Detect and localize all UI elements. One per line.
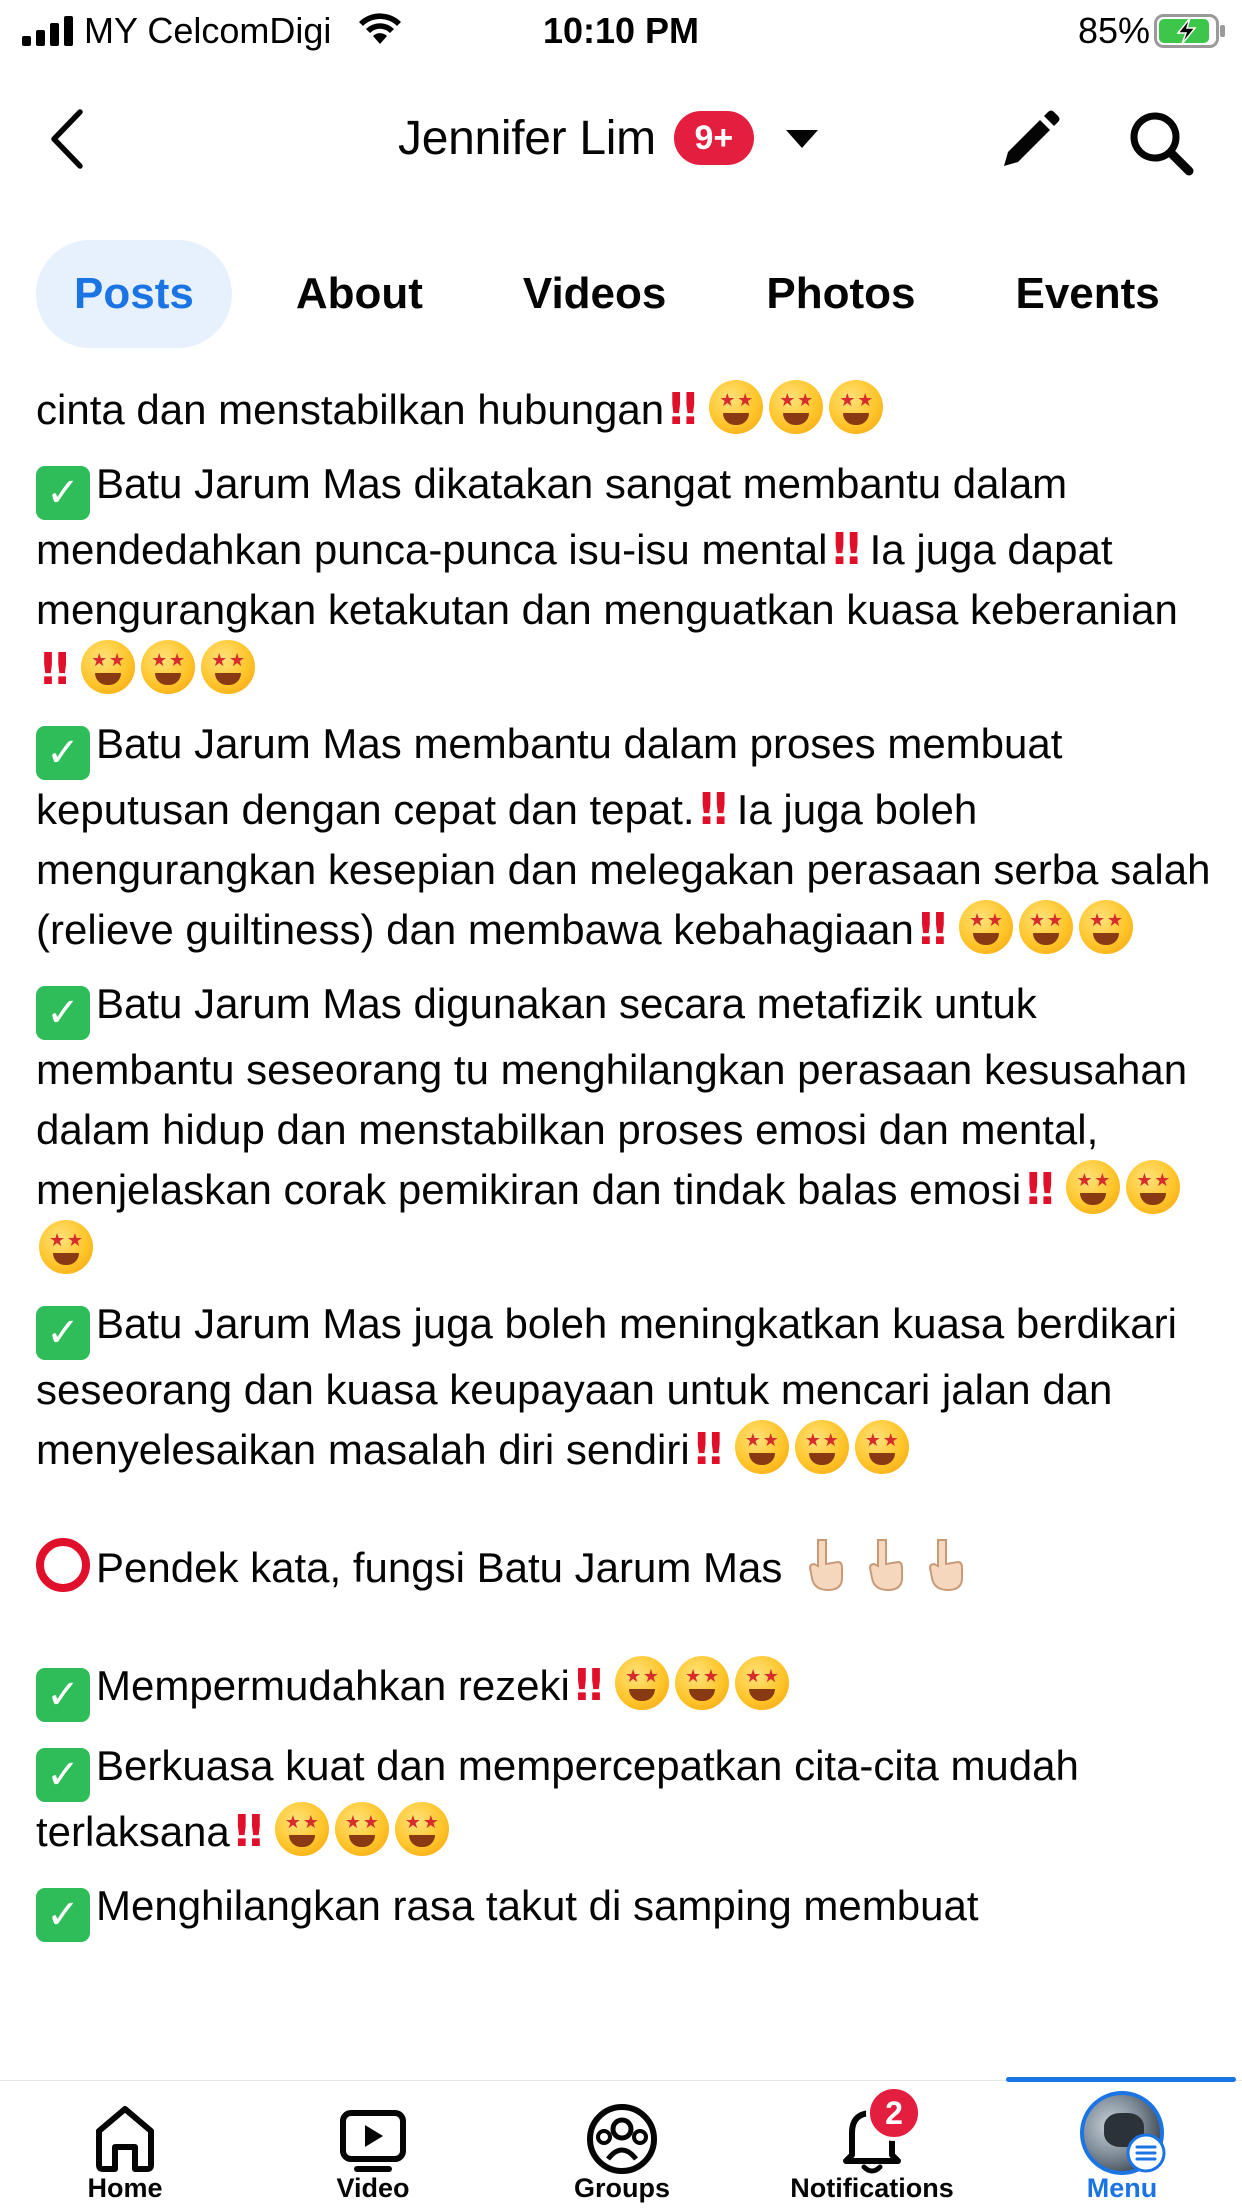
- star-struck-emoji: [1019, 900, 1073, 954]
- home-icon: [85, 2097, 165, 2177]
- star-struck-emoji: [795, 1420, 849, 1474]
- star-struck-emoji: [709, 380, 763, 434]
- nav-notifications-label: Notifications: [790, 2173, 954, 2203]
- post-text: cinta dan menstabilkan hubungan: [36, 386, 665, 433]
- notification-count-badge: 9+: [674, 111, 754, 165]
- check-mark-emoji: ✓: [36, 1306, 90, 1360]
- post-paragraph: [36, 1656, 1216, 1722]
- check-mark-emoji: ✓: [36, 1748, 90, 1802]
- star-struck-emoji: [675, 1656, 729, 1710]
- double-exclamation-emoji: !!: [1023, 1164, 1052, 1215]
- check-mark-emoji: ✓: [36, 466, 90, 520]
- nav-menu[interactable]: [1032, 2081, 1212, 2208]
- nav-groups[interactable]: [532, 2081, 712, 2208]
- star-struck-emoji: [855, 1420, 909, 1474]
- star-struck-emoji: [829, 380, 883, 434]
- post-body: [36, 380, 1216, 2080]
- post-paragraph: [36, 1876, 1216, 1942]
- battery-percentage: 85%: [1077, 10, 1150, 51]
- nav-video-label: Video: [336, 2173, 410, 2203]
- post-paragraph: [36, 454, 1216, 700]
- caret-down-icon: [784, 124, 820, 152]
- double-exclamation-emoji: !!: [38, 644, 67, 695]
- post-paragraph: [36, 1538, 1216, 1598]
- post-paragraph: [36, 1736, 1216, 1862]
- check-mark-emoji: ✓: [36, 726, 90, 780]
- post-text: Batu Jarum Mas dikatakan sangat membantu dalam mendedahkan punca-punca isu-isu mental: [36, 460, 1068, 573]
- post-paragraph: [36, 714, 1216, 960]
- nav-home[interactable]: [35, 2081, 215, 2208]
- tab-events[interactable]: Events: [1015, 269, 1160, 318]
- hamburger-menu-icon: [1126, 2133, 1166, 2173]
- nav-video[interactable]: [283, 2081, 463, 2208]
- post-text: Batu Jarum Mas digunakan secara metafizik untuk membantu seseorang tu menghilangkan perasaan kesusahan dalam hidup dan menstabilkan proses emosi dan mental, menjelaskan corak pemikiran dan tindak balas emosi: [36, 980, 1188, 1213]
- post-text: Menghilangkan rasa takut di samping membuat: [96, 1882, 979, 1929]
- groups-icon: [582, 2097, 662, 2177]
- post-paragraph: [36, 1294, 1216, 1480]
- post-text: Berkuasa kuat dan mempercepatkan cita-cita mudah terlaksana: [36, 1742, 1079, 1855]
- tab-posts[interactable]: Posts: [36, 240, 232, 348]
- page-title: Jennifer Lim: [398, 111, 656, 165]
- star-struck-emoji: [769, 380, 823, 434]
- star-struck-emoji: [141, 640, 195, 694]
- star-struck-emoji: [615, 1656, 669, 1710]
- double-exclamation-emoji: !!: [915, 904, 944, 955]
- double-exclamation-emoji: !!: [829, 524, 858, 575]
- nav-menu-label: Menu: [1086, 2173, 1158, 2203]
- post-paragraph: [36, 974, 1216, 1280]
- status-bar: [0, 0, 1242, 62]
- profile-switcher[interactable]: [398, 98, 820, 178]
- post-text: Pendek kata, fungsi Batu Jarum Mas: [96, 1544, 783, 1591]
- star-struck-emoji: [959, 900, 1013, 954]
- star-struck-emoji: [1079, 900, 1133, 954]
- star-struck-emoji: [201, 640, 255, 694]
- nav-groups-label: Groups: [573, 2173, 670, 2203]
- star-struck-emoji: [39, 1220, 93, 1274]
- star-struck-emoji: [275, 1802, 329, 1856]
- post-text: Batu Jarum Mas juga boleh meningkatkan kuasa berdikari seseorang dan kuasa keupayaan untuk mencari jalan dan menyelesaikan masalah diri sendiri: [36, 1300, 1177, 1473]
- nav-notifications[interactable]: [762, 2081, 982, 2208]
- star-struck-emoji: [1126, 1160, 1180, 1214]
- check-mark-emoji: ✓: [36, 986, 90, 1040]
- tab-videos[interactable]: Videos: [522, 269, 667, 318]
- tab-photos[interactable]: Photos: [766, 269, 916, 318]
- post-text: Ia juga dapat mengurangkan ketakutan dan menguatkan kuasa keberanian: [36, 526, 1178, 633]
- post-text: Ia juga boleh mengurangkan kesepian dan melegakan perasaan serba salah (relieve guiltiness) dan membawa kebahagiaan: [36, 786, 1211, 953]
- star-struck-emoji: [735, 1656, 789, 1710]
- post-text: Batu Jarum Mas membantu dalam proses membuat keputusan dengan cepat dan tepat.: [36, 720, 1063, 833]
- notifications-count-badge: 2: [866, 2085, 922, 2141]
- red-circle-emoji: [36, 1538, 90, 1592]
- carrier-name: MY CelcomDigi: [84, 10, 332, 51]
- post-text: Mempermudahkan rezeki: [96, 1662, 570, 1709]
- clock: 10:10 PM: [542, 10, 700, 51]
- battery-charging-icon: [1154, 14, 1226, 48]
- pointing-down-emoji: [924, 1538, 964, 1592]
- search-icon[interactable]: [1126, 108, 1196, 178]
- pencil-icon[interactable]: [996, 108, 1062, 174]
- bottom-navigation: [0, 2080, 1242, 2208]
- double-exclamation-emoji: !!: [571, 1660, 601, 1711]
- double-exclamation-emoji: !!: [231, 1806, 260, 1857]
- profile-header: [0, 62, 1242, 212]
- profile-tabs: [36, 240, 1224, 348]
- double-exclamation-emoji: !!: [666, 384, 695, 435]
- star-struck-emoji: [335, 1802, 389, 1856]
- back-arrow-icon[interactable]: [42, 106, 96, 172]
- video-icon: [333, 2097, 413, 2177]
- star-struck-emoji: [1066, 1160, 1120, 1214]
- star-struck-emoji: [395, 1802, 449, 1856]
- check-mark-emoji: ✓: [36, 1668, 90, 1722]
- pointing-down-emoji: [864, 1538, 904, 1592]
- double-exclamation-emoji: !!: [691, 1424, 720, 1475]
- check-mark-emoji: ✓: [36, 1888, 90, 1942]
- tab-about[interactable]: About: [295, 269, 423, 318]
- nav-home-label: Home: [87, 2173, 163, 2203]
- star-struck-emoji: [81, 640, 135, 694]
- star-struck-emoji: [735, 1420, 789, 1474]
- double-exclamation-emoji: !!: [696, 784, 725, 835]
- post-paragraph: [36, 380, 1216, 440]
- pointing-down-emoji: [804, 1538, 844, 1592]
